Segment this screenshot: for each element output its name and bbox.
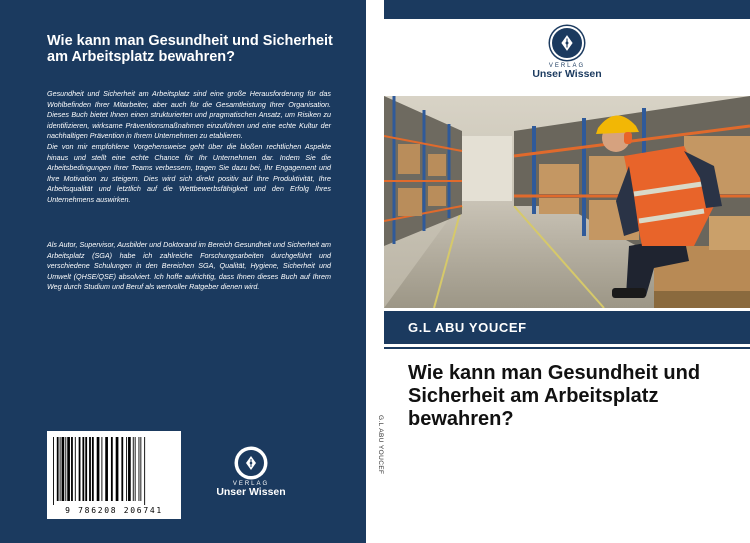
back-publisher-logo [213,448,289,498]
isbn-barcode [47,431,181,519]
publisher-verlag-label: VERLAG [232,481,270,487]
pen-nib-icon [550,26,584,60]
front-cover [384,0,750,543]
spine-author: G.L ABU YOUCEF [377,415,384,475]
back-cover-title: Wie kann man Gesundheit und Sicherheit am Arbeitsplatz bewahren? [47,33,333,65]
publisher-verlag-label: VERLAG [548,63,586,69]
pen-nib-icon [236,448,266,478]
back-cover-blurb [47,89,331,206]
blurb-paragraph-1: Gesundheit und Sicherheit am Arbeitsplatz sind eine große Herausforderung für das Wohlbefinden Ihrer Mitarbeiter, aber auch für die Gesamtleistung Ihrer Organisation. Dieses Buch bietet Ihnen einen strukturierten und pragmatischen Ansatz, um Risiken zu identifizieren, wirksame Präventionsmaßnahmen einzuführen und eine echte Kultur der nachhaltigen Prävention in Ihrem Unternehmen zu etablieren. [47,89,331,141]
author-bio-text: Als Autor, Supervisor, Ausbilder und Doktorand im Bereich Gesundheit und Sicherheit am Arbeitsplatz (SGA) habe ich zahlreiche Forschungsarbeiten durchgeführt und verschiedene Schulungen in den Bereichen SGA, Qualität, Hygiene, Sicherheit und Umwelt (QHSE/QSE) absolviert. Ich hoffe aufrichtig, dass Ihnen dieses Buch auf Ihrem Weg durch Studium und Beruf als wertvoller Ratgeber dienen wird. [47,240,331,292]
publisher-name: Unser Wissen [216,486,286,498]
barcode-bars [51,437,177,505]
divider-line [384,347,750,349]
front-author-name: G.L ABU YOUCEF [408,320,527,335]
back-cover [0,0,366,543]
warehouse-worker-photo [384,96,750,308]
front-cover-title: Wie kann man Gesundheit und Sicherheit am Arbeitsplatz bewahren? [408,362,701,430]
isbn-digits: 9 786208 206741 [65,506,163,515]
top-color-bar [384,0,750,19]
publisher-name: Unser Wissen [532,68,602,80]
author-band [384,311,750,344]
blurb-paragraph-2: Die von mir empfohlene Vorgehensweise geht über die bloßen rechtlichen Aspekte hinaus und stellt eine echte Chance für Ihr Unternehmen dar. Indem Sie die Arbeitsbedingungen Ihrer Teams verbessern, tragen Sie dazu bei, Ihr Engagement und Ihre Motivation zu steigern. Dies wird sich direkt positiv auf Ihre Produktivität, Ihre Arbeitsqualität und letztlich auf die Wettbewerbsfähigkeit und den Erfolg Ihres Unternehmens auswirken. [47,141,331,204]
front-publisher-logo [517,26,617,80]
author-bio [47,240,331,293]
spine [366,0,384,543]
